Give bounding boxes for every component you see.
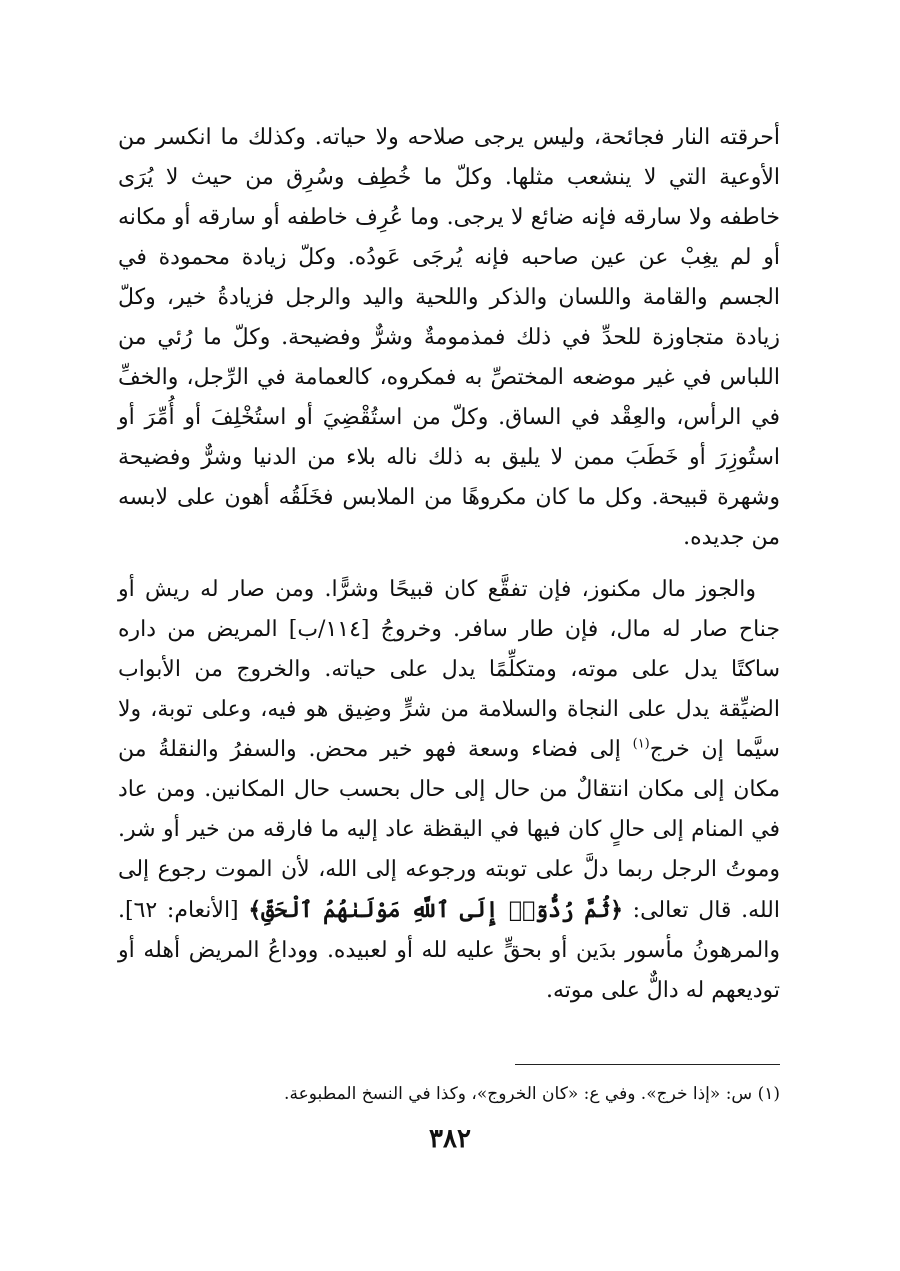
paragraph-2 [118,570,780,1011]
page-number: ٣٨٢ [429,1124,471,1154]
paragraph-2-text-before-note: والجوز مال مكنوز، فإن تفقَّع كان قبيحًا وشرًّا. ومن صار له ريش أو جناح صار له مال، فإن طار سافر. وخروجُ [١١٤/ب] المريض من داره ساكتًا يدل على موته، ومتكلِّمًا يدل على حياته. والخروج من الأبواب الضيِّقة يدل على النجاة والسلامة من شرٍّ وضِيق هو فيه، وعلى توبة، ولا سيَّما إن خرج [118,577,781,762]
footnote-divider [515,1064,780,1065]
quran-verse: ﴿ثُمَّ رُدُّوٓا۟ إِلَى ٱللَّهِ مَوْلَىٰهُمُ ٱلْحَقِّ﴾ [248,897,623,923]
paragraph-1: أحرقته النار فجائحة، وليس يرجى صلاحه ولا حياته. وكذلك ما انكسر من الأوعية التي لا ينشعب مثلها. وكلّ ما خُطِف وسُرِق من حيث لا يُرَى خاطفه ولا سارقه فإنه ضائع لا يرجى. وما عُرِف خاطفه أو سارقه أو مكانه أو لم يغِبْ عن عين صاحبه فإنه يُرجَى عَودُه. وكلّ زيادة محمودة في الجسم والقامة واللسان والذكر واللحية واليد والرجل فزيادةُ خير، وكلّ زيادة متجاوزة للحدِّ في ذلك فمذمومةٌ وشرٌّ وفضيحة. وكلّ ما رُئي من اللباس في غير موضعه المختصِّ به فمكروه، كالعمامة في الرِّجل، والخفِّ في الرأس، والعِقْد في الساق. وكلّ من استُقْضِيَ أو استُخْلِفَ أو أُمِّرَ أو استُوزِرَ أو خَطَبَ ممن لا يليق به ذلك ناله بلاء من الدنيا وشرٌّ وفضيحة وشهرة قبيحة. وكل ما كان مكروهًا من الملابس فخَلَقُه أهون على لابسه من جديده. [118,125,780,550]
footnote-marker[interactable]: (١) [632,736,650,752]
footnote-1: (١) س: «إذا خرج». وفي ع: «كان الخروج»، وكذا في النسخ المطبوعة. [284,1084,780,1104]
paragraph-2-text-after-note: إلى فضاء وسعة فهو خير محض. والسفرُ والنقلةُ من مكان إلى مكان انتقالٌ من حال إلى حال بحسب حال المكانين. ومن عاد في المنام إلى حالٍ كان فيها في اليقظة عاد إليه ما فارقه من خير أو شر. وموتُ الرجل ربما دلَّ على توبته ورجوعه إلى الله، لأن الموت رجوع إلى الله. قال تعالى: [118,737,781,923]
main-text [118,118,780,1011]
quran-reference: [الأنعام: ٦٢] [125,898,249,923]
paragraph-2-text-end: . والمرهونُ مأسور بدَين أو بحقٍّ عليه لله أو لعبيده. ووداعُ المريض أهله أو توديعهم له دالٌّ على موته. [118,898,780,1003]
